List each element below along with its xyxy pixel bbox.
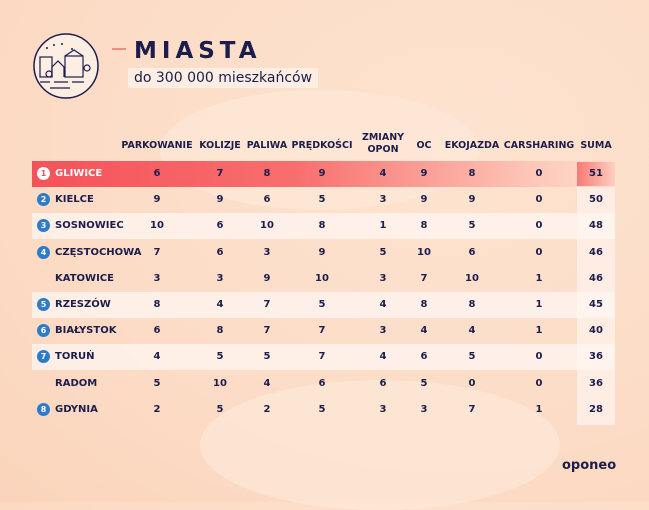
score-cell: 7: [420, 272, 428, 284]
score-cell: 4: [468, 325, 476, 337]
score-cell: 5: [153, 377, 161, 389]
oponeo-logo: oponeo: [562, 458, 617, 473]
score-cell: 4: [379, 299, 387, 310]
rank-badge: 4: [37, 246, 50, 259]
score-cell: 3: [153, 272, 161, 284]
score-cell: 5: [216, 403, 224, 415]
score-cell: 10: [150, 220, 164, 232]
score-cell: 2: [263, 403, 271, 415]
table-row: [32, 318, 615, 344]
title-dash: [112, 48, 126, 50]
score-cell: 6: [216, 220, 224, 232]
column-header: PARKOWANIE: [121, 140, 193, 151]
score-cell: 0: [535, 168, 543, 179]
score-cell: 7: [318, 325, 326, 337]
score-cell: 7: [468, 403, 476, 415]
score-cell: 8: [153, 299, 161, 310]
score-cell: 6: [153, 168, 161, 179]
sum-cell: 48: [589, 220, 603, 232]
score-cell: 1: [535, 325, 543, 337]
score-cell: 7: [153, 246, 161, 258]
column-header: SUMA: [580, 140, 612, 151]
score-cell: 8: [420, 220, 428, 232]
score-cell: 5: [318, 299, 326, 310]
score-cell: 1: [535, 299, 543, 310]
score-cell: 10: [315, 272, 329, 284]
city-houses-icon: [32, 32, 100, 100]
score-cell: 7: [263, 299, 271, 310]
score-cell: 6: [318, 377, 326, 389]
city-name: CZĘSTOCHOWA: [55, 246, 142, 258]
table-row: [32, 371, 615, 397]
rank-badge: 2: [37, 193, 50, 206]
score-cell: 9: [263, 272, 271, 284]
score-cell: 7: [216, 168, 224, 179]
score-cell: 9: [420, 168, 428, 179]
score-cell: 3: [420, 403, 428, 415]
score-cell: 8: [468, 299, 476, 310]
score-cell: 6: [420, 351, 428, 363]
sum-cell: 36: [589, 377, 603, 389]
score-cell: 8: [216, 325, 224, 337]
score-cell: 8: [420, 299, 428, 310]
score-cell: 4: [420, 325, 428, 337]
sum-cell: 28: [589, 403, 603, 415]
score-cell: 5: [468, 351, 476, 363]
score-cell: 9: [318, 246, 326, 258]
rank-badge: 8: [37, 403, 50, 416]
score-cell: 10: [213, 377, 227, 389]
column-header: CARSHARING: [503, 140, 575, 151]
column-header: PALIWA: [246, 140, 288, 151]
score-cell: 5: [420, 377, 428, 389]
rank-badge: 6: [37, 324, 50, 337]
score-cell: 0: [535, 194, 543, 206]
score-cell: 5: [468, 220, 476, 232]
score-cell: 8: [263, 168, 271, 179]
city-name: GDYNIA: [55, 403, 98, 415]
city-name: KATOWICE: [55, 272, 114, 284]
page-title: MIASTA: [134, 38, 262, 64]
score-cell: 9: [216, 194, 224, 206]
table-row: [32, 187, 615, 213]
score-cell: 2: [153, 403, 161, 415]
sum-cell: 51: [589, 168, 603, 179]
page-subtitle: do 300 000 mieszkańców: [128, 68, 318, 88]
score-cell: 1: [535, 403, 543, 415]
score-cell: 10: [260, 220, 274, 232]
score-cell: 4: [153, 351, 161, 363]
city-name: GLIWICE: [55, 168, 103, 179]
column-header: EKOJAZDA: [444, 140, 500, 151]
score-cell: 3: [379, 325, 387, 337]
score-cell: 8: [468, 168, 476, 179]
score-cell: 0: [535, 377, 543, 389]
table-row: [32, 397, 615, 423]
score-cell: 7: [318, 351, 326, 363]
score-cell: 7: [263, 325, 271, 337]
column-header: OC: [416, 140, 432, 151]
score-cell: 3: [216, 272, 224, 284]
score-cell: 6: [468, 246, 476, 258]
score-cell: 6: [379, 377, 387, 389]
score-cell: 9: [468, 194, 476, 206]
score-cell: 10: [465, 272, 479, 284]
score-cell: 0: [468, 377, 476, 389]
sum-cell: 50: [589, 194, 603, 206]
table-row: [32, 292, 615, 318]
score-cell: 3: [379, 272, 387, 284]
score-cell: 3: [263, 246, 271, 258]
score-cell: 0: [535, 351, 543, 363]
sum-cell: 46: [589, 246, 603, 258]
score-cell: 9: [318, 168, 326, 179]
score-cell: 6: [153, 325, 161, 337]
score-cell: 9: [153, 194, 161, 206]
score-cell: 4: [379, 351, 387, 363]
score-cell: 4: [263, 377, 271, 389]
city-name: KIELCE: [55, 194, 94, 206]
score-cell: 5: [379, 246, 387, 258]
score-cell: 6: [216, 246, 224, 258]
table-row: [32, 240, 615, 266]
table-row: [32, 266, 615, 292]
score-cell: 6: [263, 194, 271, 206]
rank-badge: 5: [37, 298, 50, 311]
city-name: TORUŃ: [55, 351, 95, 363]
score-cell: 0: [535, 220, 543, 232]
score-cell: 5: [318, 194, 326, 206]
sum-cell: 40: [589, 325, 603, 337]
column-header: ZMIANY OPON: [361, 132, 405, 155]
sum-cell: 45: [589, 299, 603, 310]
rank-badge: 1: [37, 167, 50, 180]
city-name: SOSNOWIEC: [55, 220, 124, 232]
score-cell: 8: [318, 220, 326, 232]
score-cell: 10: [417, 246, 431, 258]
score-cell: 9: [420, 194, 428, 206]
rank-badge: 3: [37, 219, 50, 232]
column-header: PRĘDKOŚCI: [291, 140, 353, 151]
city-name: RADOM: [55, 377, 98, 389]
table-row: [32, 213, 615, 239]
score-cell: 3: [379, 403, 387, 415]
score-cell: 5: [318, 403, 326, 415]
score-cell: 4: [216, 299, 224, 310]
score-cell: 5: [216, 351, 224, 363]
table-row: [32, 161, 615, 187]
city-name: RZESZÓW: [55, 299, 111, 310]
column-header: KOLIZJE: [199, 140, 241, 151]
sum-cell: 46: [589, 272, 603, 284]
score-cell: 1: [535, 272, 543, 284]
rank-badge: 7: [37, 350, 50, 363]
score-cell: 5: [263, 351, 271, 363]
score-cell: 1: [379, 220, 387, 232]
table-row: [32, 344, 615, 370]
score-cell: 3: [379, 194, 387, 206]
sum-cell: 36: [589, 351, 603, 363]
score-cell: 4: [379, 168, 387, 179]
city-name: BIAŁYSTOK: [55, 325, 117, 337]
score-cell: 0: [535, 246, 543, 258]
